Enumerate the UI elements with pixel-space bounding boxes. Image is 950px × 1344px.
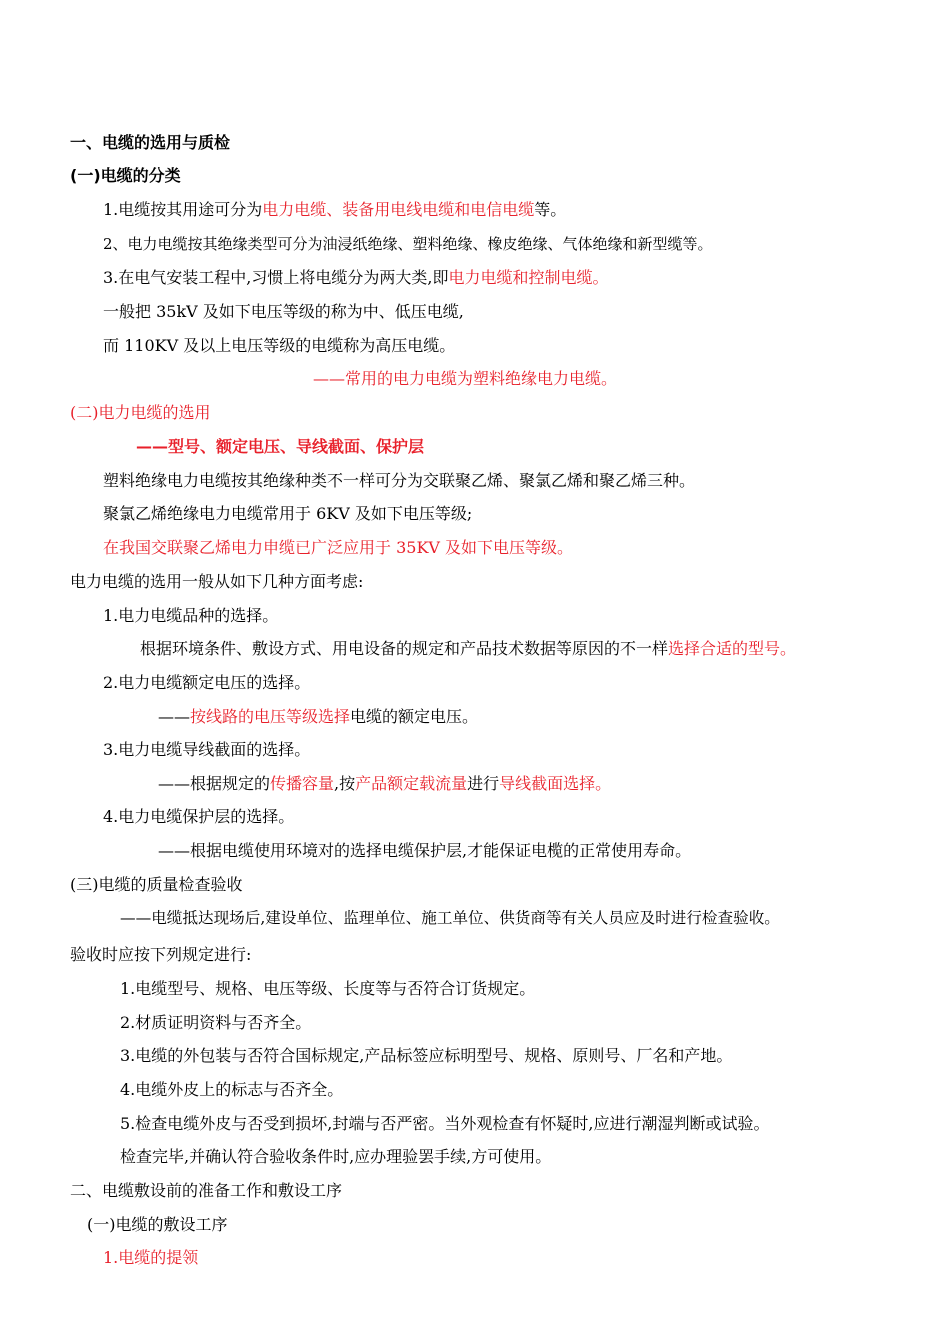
highlighted-text: 电力电缆、装备用电线电缆和电信电缆 bbox=[262, 200, 535, 219]
text-segment: (三)电缆的质量检查验收 bbox=[70, 875, 243, 894]
highlighted-text: 导线截面选择。 bbox=[499, 774, 612, 793]
paragraph bbox=[103, 537, 573, 559]
text-segment: 聚氯乙烯绝缘电力电缆常用于 6KV 及如下电压等级; bbox=[103, 504, 473, 523]
highlighted-text: 产品额定载流量 bbox=[355, 774, 468, 793]
highlighted-text: 选择合适的型号。 bbox=[668, 639, 797, 658]
text-segment: 等。 bbox=[534, 200, 567, 219]
text-segment: 一、电缆的选用与质检 bbox=[70, 133, 231, 152]
key-points bbox=[136, 436, 424, 458]
heading-1 bbox=[70, 132, 230, 154]
paragraph bbox=[120, 1146, 551, 1168]
text-segment: ——根据规定的 bbox=[158, 774, 271, 793]
text-segment: 2.材质证明资料与否齐全。 bbox=[120, 1013, 312, 1032]
paragraph bbox=[103, 199, 566, 221]
heading-2 bbox=[70, 1180, 342, 1202]
text-segment: 根据环境条件、敷设方式、用电设备的规定和产品技术数据等原因的不一样 bbox=[140, 639, 669, 658]
emphasis-note bbox=[313, 368, 617, 390]
text-segment: 电缆的额定电压。 bbox=[350, 707, 479, 726]
paragraph bbox=[103, 233, 713, 255]
highlighted-text: 传播容量 bbox=[270, 774, 335, 793]
list-item bbox=[103, 806, 294, 828]
text-segment: 1.电缆型号、规格、电压等级、长度等与否符合订货规定。 bbox=[120, 979, 536, 998]
text-segment: ——根据电缆使用环境对的选择电缆保护层,才能保证电榄的正常使用寿命。 bbox=[158, 841, 692, 860]
text-segment: 二、电缆敷设前的准备工作和敷设工序 bbox=[70, 1181, 343, 1200]
highlighted-text: 按线路的电压等级选择 bbox=[190, 707, 351, 726]
list-item bbox=[103, 739, 310, 761]
paragraph bbox=[103, 470, 695, 492]
paragraph bbox=[103, 301, 464, 323]
list-item bbox=[103, 605, 278, 627]
list-item bbox=[103, 1247, 198, 1269]
text-segment: 4.电力电缆保护层的选择。 bbox=[103, 807, 295, 826]
list-item bbox=[120, 1012, 311, 1034]
paragraph bbox=[103, 335, 455, 357]
paragraph bbox=[140, 638, 796, 660]
list-item bbox=[120, 1079, 343, 1101]
text-segment: 进行 bbox=[467, 774, 500, 793]
text-segment: 3.电缆的外包装与否符合国标规定,产品标签应标明型号、规格、原则号、厂名和产地。 bbox=[120, 1046, 733, 1065]
paragraph bbox=[158, 840, 691, 862]
text-segment: —— bbox=[158, 707, 190, 726]
subheading-classification bbox=[70, 165, 181, 187]
highlighted-text: 电力电缆和控制电缆。 bbox=[448, 268, 609, 287]
highlighted-text: ——常用的电力电缆为塑料绝缘电力电缆。 bbox=[313, 369, 618, 388]
text-segment: 2、电力电缆按其绝缘类型可分为油浸纸绝缘、塑料绝缘、橡皮绝缘、气体绝缘和新型缆等。 bbox=[103, 235, 713, 253]
highlighted-text: (二)电力电缆的选用 bbox=[70, 403, 211, 422]
paragraph bbox=[158, 773, 611, 795]
paragraph bbox=[120, 907, 780, 929]
text-segment: 验收时应按下列规定进行: bbox=[70, 945, 252, 964]
list-item bbox=[120, 1045, 732, 1067]
list-item bbox=[103, 672, 310, 694]
text-segment: 一般把 35kV 及如下电压等级的称为中、低压电缆, bbox=[103, 302, 464, 321]
text-segment: 1.电力电缆品种的选择。 bbox=[103, 606, 279, 625]
paragraph bbox=[70, 571, 363, 593]
paragraph bbox=[70, 944, 251, 966]
text-segment: 3.在电气安装工程中,习惯上将电缆分为两大类,即 bbox=[103, 268, 449, 287]
subheading-selection bbox=[70, 402, 211, 424]
subheading-inspection bbox=[70, 874, 243, 896]
paragraph bbox=[103, 267, 608, 289]
text-segment: 1.电缆按其用途可分为 bbox=[103, 200, 263, 219]
text-segment: 检查完毕,并确认符合验收条件时,应办理验罢手续,方可使用。 bbox=[120, 1147, 552, 1166]
text-segment: 而 110KV 及以上电压等级的电缆称为高压电缆。 bbox=[103, 336, 456, 355]
paragraph bbox=[158, 706, 478, 728]
subheading-laying-procedure bbox=[87, 1214, 228, 1236]
list-item bbox=[120, 978, 535, 1000]
highlighted-text: ——型号、额定电压、导线截面、保护层 bbox=[136, 437, 425, 456]
text-segment: ——电缆抵达现场后,建设单位、监理单位、施工单位、供货商等有关人员应及时进行检查验收。 bbox=[120, 909, 780, 927]
list-item bbox=[120, 1113, 769, 1135]
text-segment: ,按 bbox=[334, 774, 356, 793]
text-segment: 5.检查电缆外皮与否受到损坏,封端与否严密。当外观检查有怀疑时,应进行潮湿判断或试验。 bbox=[120, 1114, 770, 1133]
text-segment: (一)电缆的敷设工序 bbox=[87, 1215, 228, 1234]
paragraph bbox=[103, 503, 472, 525]
text-segment: 电力电缆的选用一般从如下几种方面考虑: bbox=[70, 572, 364, 591]
text-segment: 4.电缆外皮上的标志与否齐全。 bbox=[120, 1080, 344, 1099]
text-segment: (一)电缆的分类 bbox=[70, 166, 181, 185]
text-segment: 3.电力电缆导线截面的选择。 bbox=[103, 740, 311, 759]
text-segment: 塑料绝缘电力电缆按其绝缘种类不一样可分为交联聚乙烯、聚氯乙烯和聚乙烯三种。 bbox=[103, 471, 696, 490]
highlighted-text: 在我国交联聚乙烯电力申缆已广泛应用于 35KV 及如下电压等级。 bbox=[103, 538, 574, 557]
highlighted-text: 1.电缆的提领 bbox=[103, 1248, 199, 1267]
text-segment: 2.电力电缆额定电压的选择。 bbox=[103, 673, 311, 692]
